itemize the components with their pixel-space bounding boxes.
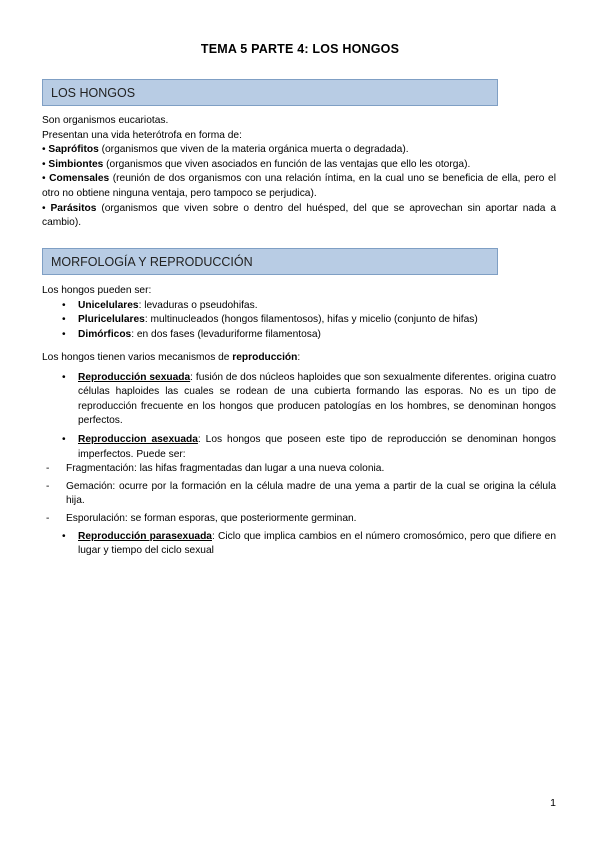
text: Gemación: ocurre por la formación en la célula madre de una yema a partir de la cual se origina la célula hija. <box>66 480 556 507</box>
list-item: • Simbiontes (organismos que viven asociados en función de las ventajas que ello les otorga). <box>42 158 471 170</box>
text: Los hongos tienen varios mecanismos de <box>42 352 233 363</box>
paragraph <box>42 351 556 366</box>
term: Reproducción parasexuada <box>78 530 212 542</box>
term-description: : levaduras o pseudohifas. <box>138 299 258 311</box>
term-description: (organismos que viven sobre o dentro del huésped, del que se aprovechan sin aportar nada a cambio). <box>42 202 557 229</box>
term: Unicelulares <box>78 299 139 311</box>
page-number: 1 <box>550 797 556 809</box>
list-item <box>42 512 556 527</box>
bullet-icon: • <box>62 530 66 542</box>
term: Dimórficos <box>78 328 132 340</box>
term-description: : en dos fases (levaduriforme filamentosa) <box>131 328 321 340</box>
term: Parásitos <box>50 202 97 214</box>
list-item <box>42 328 556 343</box>
term: Saprófitos <box>48 144 99 156</box>
dash-icon: - <box>46 463 50 475</box>
section-los-hongos-body <box>42 114 556 231</box>
term-description: (organismos que viven asociados en función de las ventajas que ello les otorga). <box>103 158 471 170</box>
list-item: • Parásitos (organismos que viven sobre o dentro del huésped, del que se aprovechan sin aportar nada a cambio). <box>42 202 557 229</box>
types-list <box>42 299 556 343</box>
term: Pluricelulares <box>78 314 145 326</box>
section-heading-los-hongos: LOS HONGOS <box>42 79 498 106</box>
text: Fragmentación: las hifas fragmentadas dan lugar a una nueva colonia. <box>66 463 385 475</box>
bullet-icon: • <box>62 328 66 340</box>
text: Esporulación: se forman esporas, que posteriormente germinan. <box>66 512 357 524</box>
bullet-icon: • <box>62 314 66 326</box>
bullet-icon: • <box>62 433 66 445</box>
list-item <box>42 299 556 314</box>
term-description: : multinucleados (hongos filamentosos), hifas y micelio (conjunto de hifas) <box>144 314 478 326</box>
list-item <box>42 313 556 328</box>
list-item <box>42 462 556 477</box>
list-item <box>42 530 556 559</box>
list-item: • Saprófitos (organismos que viven de la materia orgánica muerta o degradada). <box>42 144 409 156</box>
term: Reproducción sexuada <box>78 371 191 383</box>
dash-icon: - <box>46 480 50 492</box>
list-item: • Comensales (reunión de dos organismos con una relación íntima, en la cual uno se beneficia de ella, pero el otro no obtiene ninguna ventaja, pero tampoco se perjudica). <box>42 173 556 199</box>
term: Comensales <box>49 173 110 185</box>
bullet-icon: • <box>62 371 66 383</box>
term-description: : Los hongos que poseen este tipo de reproducción se denominan hongos imperfectos. Puede ser: <box>78 433 556 460</box>
term-description: (organismos que viven de la materia orgánica muerta o degradada). <box>98 144 409 156</box>
term: Reproduccion asexuada <box>78 433 198 445</box>
section-morfologia-body <box>42 284 556 342</box>
term: reproducción <box>232 352 298 363</box>
list-item <box>42 433 556 462</box>
paragraph: Presentan una vida heterótrofa en forma de: <box>42 129 242 141</box>
reproduction-section <box>42 351 556 563</box>
text: : <box>297 352 301 363</box>
reproduction-list <box>42 371 556 463</box>
term-description: : fusión de dos núcleos haploides que son sexualmente diferentes. origina cuatro células haploides las cuales se rodean de una cubierta formando las esporas. No es un tipo de reproducción frecuente en los hongos que producen patologías en los hombres, se denominan hongos perfectos. <box>78 371 557 427</box>
bullet-icon: • <box>62 299 66 311</box>
paragraph: Son organismos eucariotas. <box>42 115 169 126</box>
term-description: : Ciclo que implica cambios en el número cromosómico, pero que difiere en lugar y tiempo del ciclo sexual <box>78 530 556 557</box>
term: Simbiontes <box>48 158 104 170</box>
paragraph: Los hongos pueden ser: <box>42 285 152 296</box>
section-heading-morfologia: MORFOLOGÍA Y REPRODUCCIÓN <box>42 248 498 275</box>
dash-icon: - <box>46 512 50 524</box>
term-description: (reunión de dos organismos con una relación íntima, en la cual uno se beneficia de ella, pero el otro no obtiene ninguna ventaja, pero tampoco se perjudica). <box>42 173 556 199</box>
reproduction-list <box>42 530 556 559</box>
page-title: TEMA 5 PARTE 4: LOS HONGOS <box>200 42 400 56</box>
list-item <box>42 371 556 429</box>
list-item <box>42 480 556 509</box>
